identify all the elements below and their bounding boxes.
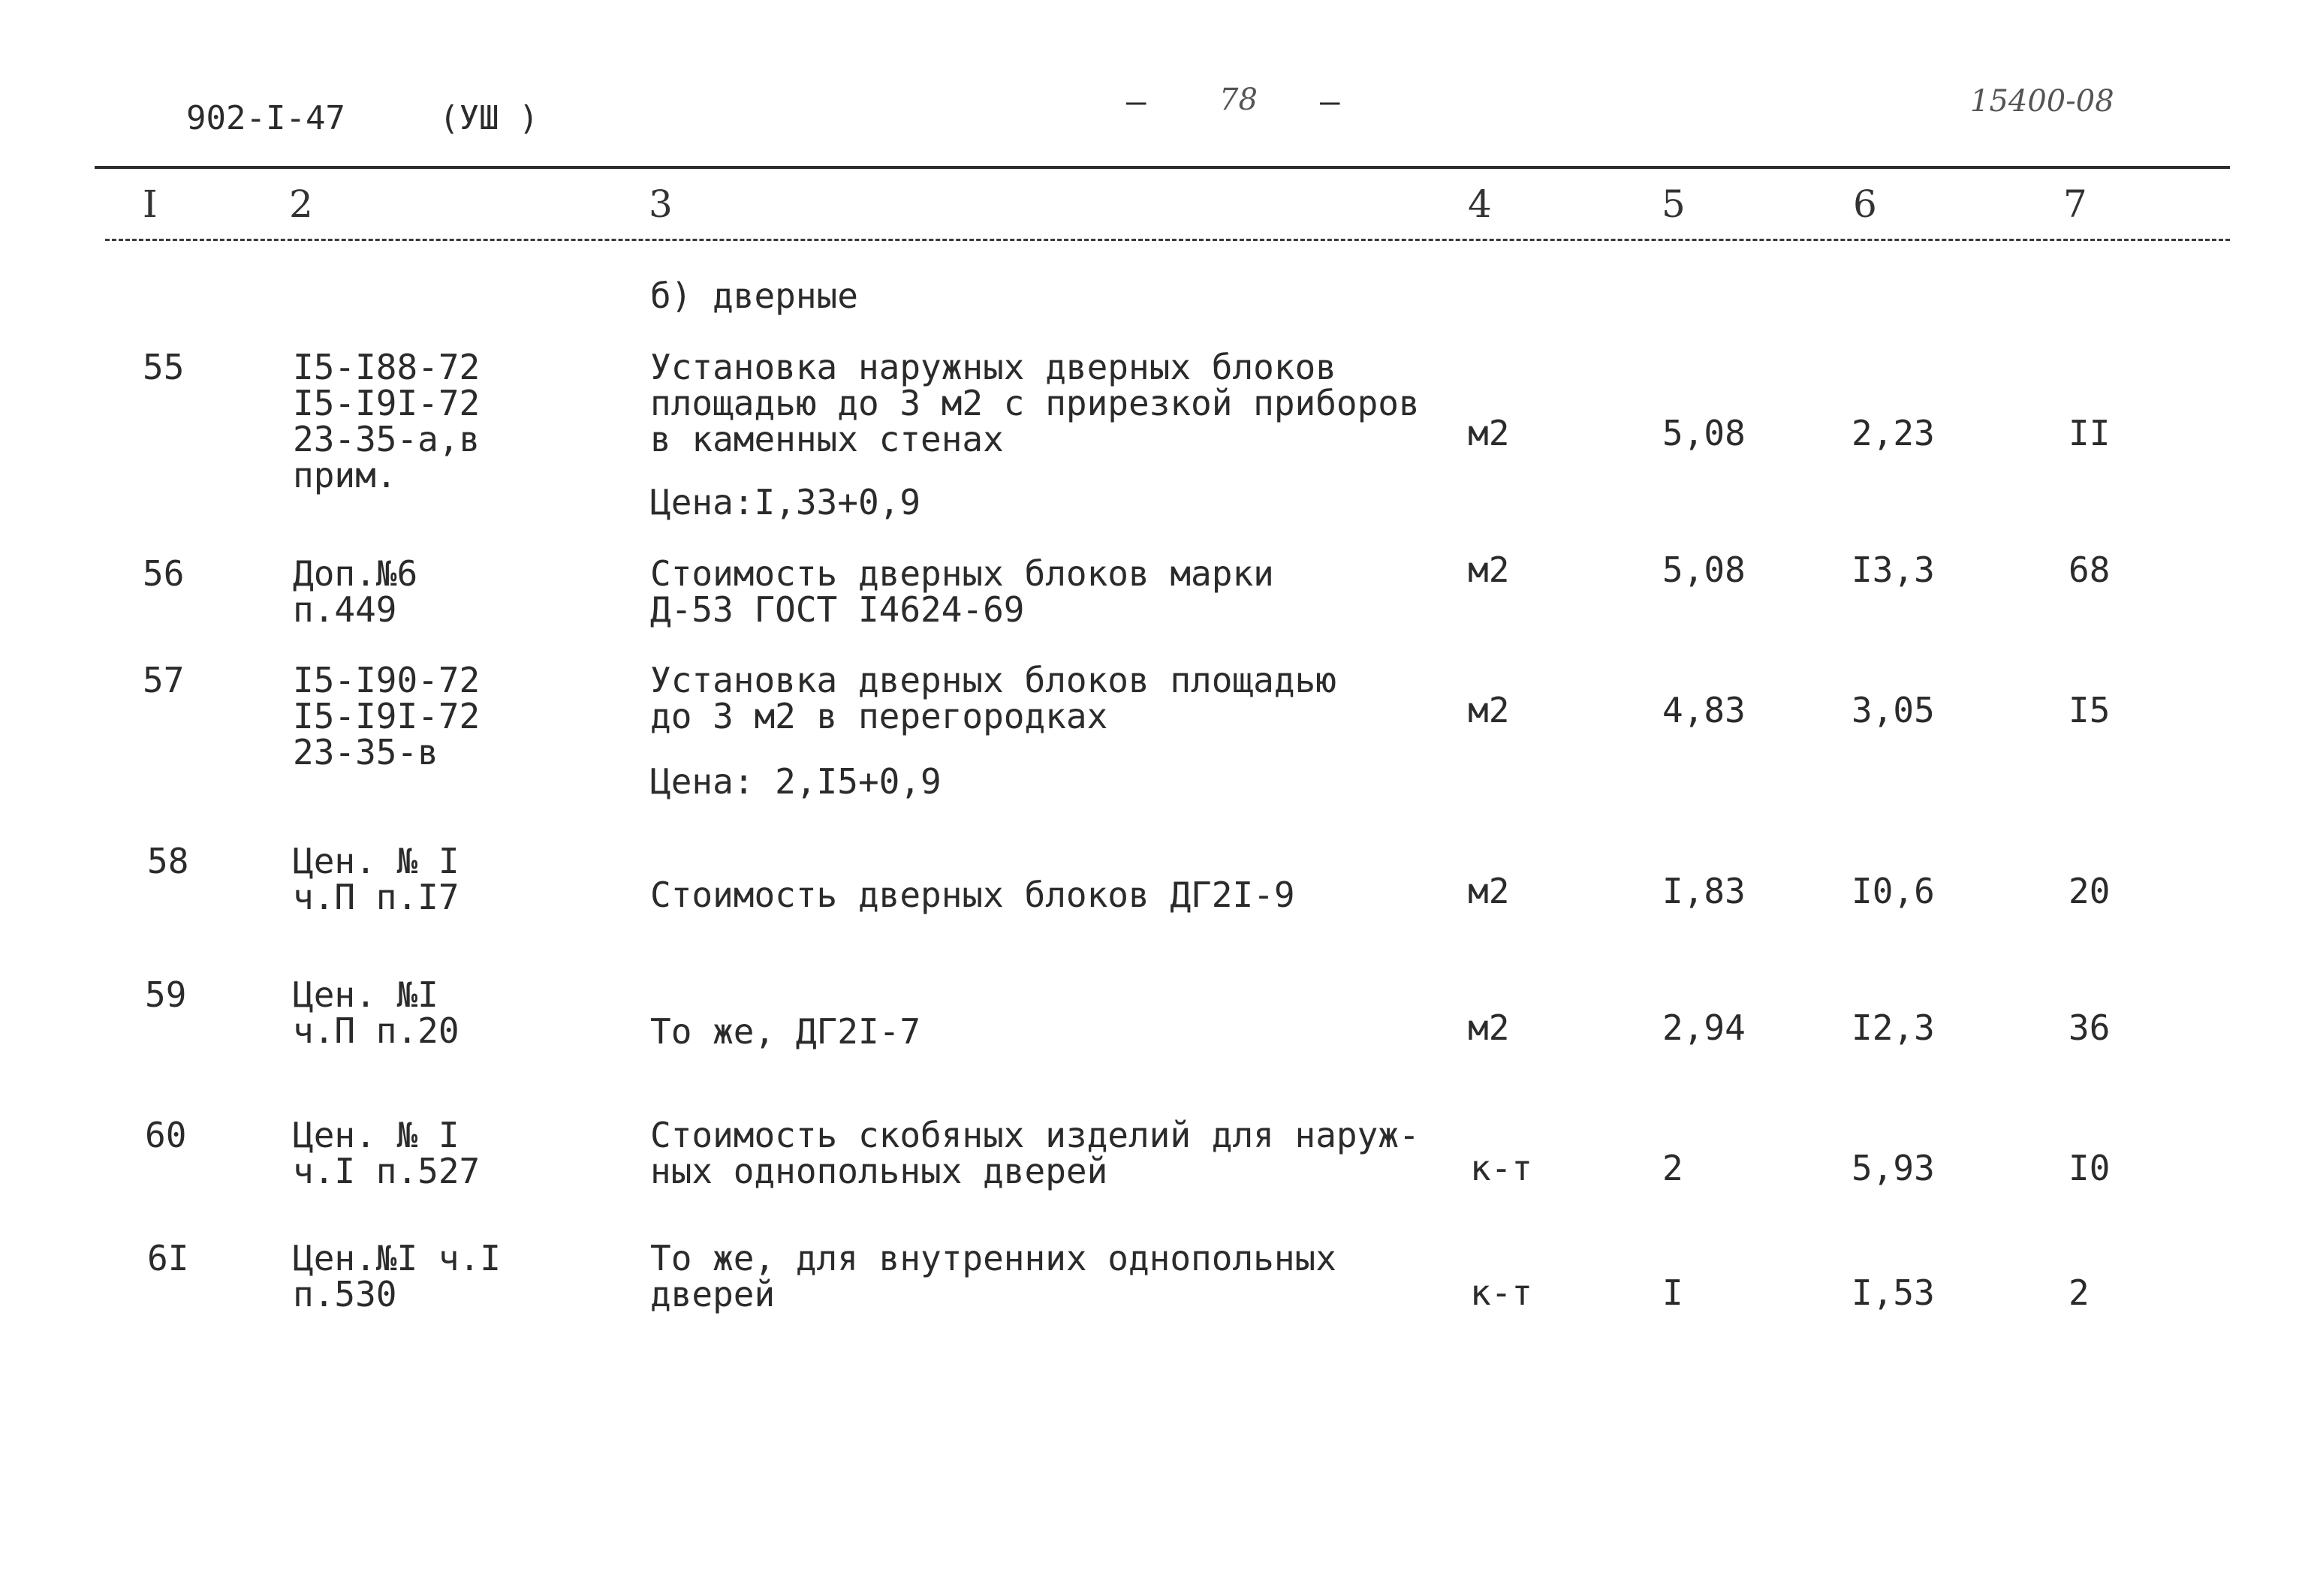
row-description: Стоимость скобяных изделий для наруж- ных однопольных дверей bbox=[650, 1115, 1420, 1191]
page-dash-right: – bbox=[1320, 83, 1340, 121]
row-number: 60 bbox=[145, 1115, 187, 1155]
section-subheading: б) дверные bbox=[650, 276, 858, 316]
row-price-note: Цена:I,33+0,9 bbox=[650, 482, 921, 522]
row-quantity: I bbox=[1662, 1272, 1683, 1313]
column-header-6: 6 bbox=[1853, 182, 1877, 226]
row-quantity: 2 bbox=[1662, 1148, 1683, 1188]
row-total: 36 bbox=[2068, 1007, 2111, 1048]
row-unit-price: I0,6 bbox=[1852, 871, 1935, 911]
column-header-1: I bbox=[143, 182, 158, 226]
row-reference: Цен. № I ч.П п.I7 bbox=[293, 841, 459, 917]
row-description: То же, ДГ2I-7 bbox=[650, 1011, 921, 1052]
document-code: 902-I-47 bbox=[186, 99, 345, 137]
column-header-3: 3 bbox=[649, 182, 673, 226]
row-total: 68 bbox=[2068, 550, 2111, 590]
row-price-note: Цена: 2,I5+0,9 bbox=[650, 761, 942, 802]
row-reference: I5-I88-72 I5-I9I-72 23-35-а,в прим. bbox=[293, 347, 481, 495]
row-unit: м2 bbox=[1468, 1007, 1510, 1048]
row-number: 58 bbox=[147, 841, 189, 881]
row-total: 20 bbox=[2068, 871, 2111, 911]
row-unit: к-т bbox=[1470, 1148, 1533, 1188]
row-unit-price: I3,3 bbox=[1852, 550, 1935, 590]
row-reference: I5-I90-72 I5-I9I-72 23-35-в bbox=[293, 660, 481, 772]
row-reference: Доп.№6 п.449 bbox=[293, 553, 418, 630]
row-description: Установка наружных дверных блоков площадью до 3 м2 с прирезкой приборов в каменных стенах bbox=[650, 347, 1420, 459]
row-number: 6I bbox=[147, 1238, 189, 1278]
column-header-2: 2 bbox=[289, 182, 313, 226]
section-label: (УШ ) bbox=[439, 99, 539, 137]
column-header-4: 4 bbox=[1468, 182, 1492, 226]
row-reference: Цен. № I ч.I п.527 bbox=[293, 1115, 481, 1191]
row-description: Стоимость дверных блоков марки Д-53 ГОСТ I4624-69 bbox=[650, 553, 1274, 630]
row-number: 59 bbox=[145, 974, 187, 1015]
row-reference: Цен. №I ч.П п.20 bbox=[293, 974, 459, 1051]
row-description: Стоимость дверных блоков ДГ2I-9 bbox=[650, 875, 1295, 915]
row-total: I5 bbox=[2068, 690, 2111, 730]
row-quantity: 2,94 bbox=[1662, 1007, 1746, 1048]
page-number: 78 bbox=[1219, 83, 1258, 117]
top-rule bbox=[95, 166, 2230, 169]
row-unit-price: 5,93 bbox=[1852, 1148, 1935, 1188]
row-quantity: 5,08 bbox=[1662, 413, 1746, 453]
row-reference: Цен.№I ч.I п.530 bbox=[293, 1238, 501, 1314]
row-unit: м2 bbox=[1468, 413, 1510, 453]
row-unit: м2 bbox=[1468, 550, 1510, 590]
row-total: I0 bbox=[2068, 1148, 2111, 1188]
row-unit-price: I,53 bbox=[1852, 1272, 1935, 1313]
row-unit-price: 2,23 bbox=[1852, 413, 1935, 453]
row-unit: к-т bbox=[1470, 1272, 1533, 1313]
row-quantity: 4,83 bbox=[1662, 690, 1746, 730]
row-quantity: 5,08 bbox=[1662, 550, 1746, 590]
column-header-7: 7 bbox=[2063, 182, 2087, 226]
row-unit-price: I2,3 bbox=[1852, 1007, 1935, 1048]
column-header-5: 5 bbox=[1662, 182, 1686, 226]
row-unit: м2 bbox=[1468, 690, 1510, 730]
header-rule bbox=[105, 239, 2230, 241]
row-number: 55 bbox=[143, 347, 185, 387]
page-dash-left: – bbox=[1126, 83, 1146, 121]
row-description: То же, для внутренних однопольных дверей bbox=[650, 1238, 1336, 1314]
row-unit: м2 bbox=[1468, 871, 1510, 911]
archive-number: 15400-08 bbox=[1970, 84, 2114, 119]
row-number: 57 bbox=[143, 660, 185, 700]
row-quantity: I,83 bbox=[1662, 871, 1746, 911]
row-unit-price: 3,05 bbox=[1852, 690, 1935, 730]
row-number: 56 bbox=[143, 553, 185, 594]
row-total: II bbox=[2068, 413, 2111, 453]
row-description: Установка дверных блоков площадью до 3 м2 в перегородках bbox=[650, 660, 1336, 736]
row-total: 2 bbox=[2068, 1272, 2090, 1313]
